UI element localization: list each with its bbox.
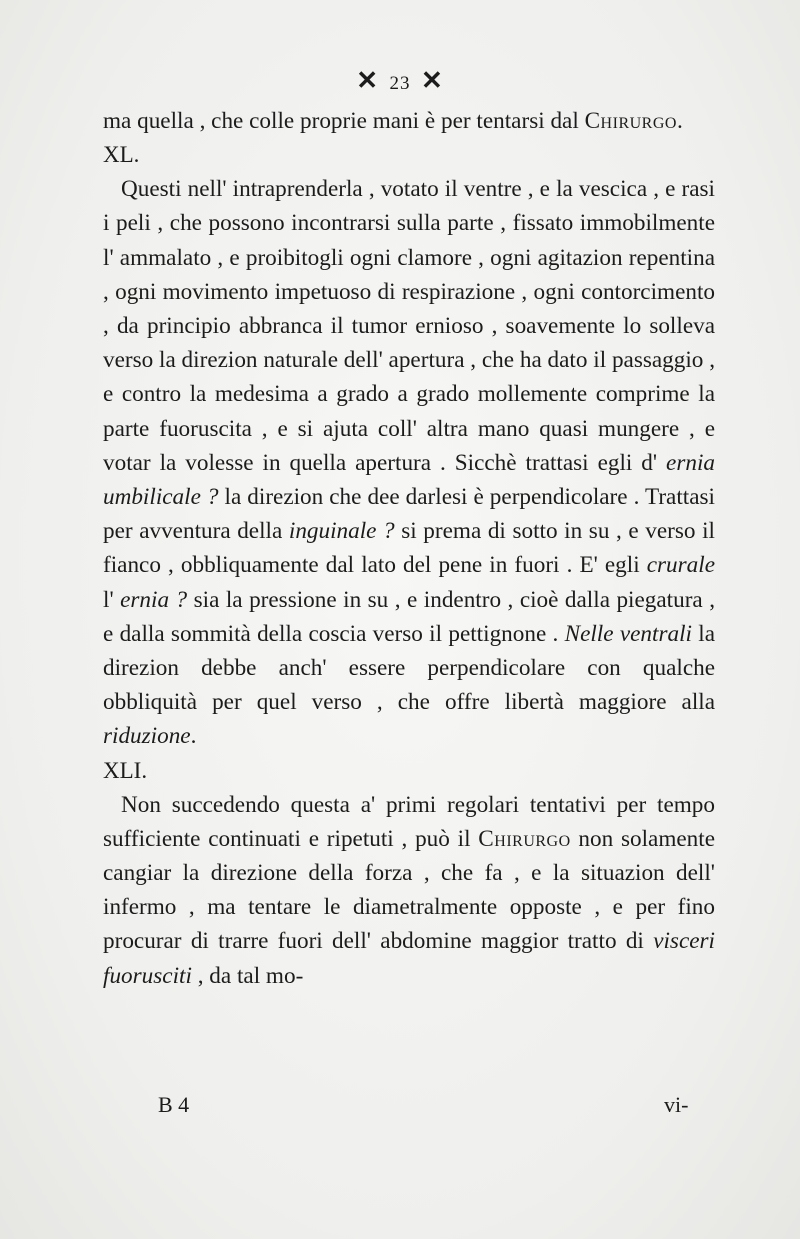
paragraph-xl: Questi nell' intraprenderla , votato il ventre , e la vescica , e rasi i peli , che possono incontrarsi sulla parte , fissato immobilmente l' ammalato , e proibitogli ogni clamore , ogni agitazion repentina , ogni movimento impetuoso di respirazione , ogni contorcimento , da principio abbranca il tumor ernioso , soavemente lo solleva verso la direzion naturale dell' apertura , che ha dato il passaggio , e contro la medesima a grado a grado mollemente comprime la parte fuoruscita , e si ajuta coll' altra mano quasi mungere , e votar la volesse in quella apertura . Sicchè trattasi egli d' ernia umbilicale ? la direzion che dee darlesi è perpendicolare . Trattasi per avventura della inguinale ? si prema di sotto in su , e verso il fianco , obbliquamente dal lato del pene in fuori . E' egli crurale l' ernia ? sia la pressione in su , e indentro , cioè dalla piegatura , e dalla sommità della coscia verso il pettignone . Nelle ventrali la direzion debbe anch' essere perpendicolare con qualche obbliquità per quel verso , che offre libertà maggiore alla riduzione. <box>103 176 716 750</box>
page-footer <box>0 1092 800 1132</box>
running-header <box>0 66 800 96</box>
signature-mark: B 4 <box>158 1092 190 1117</box>
section-heading-xl: XL. <box>103 142 140 168</box>
ornament-left-icon: ✕ <box>356 66 379 95</box>
section-heading-xli: XLI. <box>103 757 148 783</box>
page-number: 23 <box>389 73 411 94</box>
body-text <box>103 104 715 993</box>
paragraph-xli: Non succedendo questa a' primi regolari tentativi per tempo sufficiente continuati e ripetuti , può il Chirurgo non solamente cangiar la direzione della forza , che fa , e la situazion dell' infermo , ma tentare le diametralmente opposte , e per fino procurar di trarre fuori dell' abdomine maggior tratto di visceri fuorusciti , da tal mo- <box>103 791 715 989</box>
ornament-right-icon: ✕ <box>421 66 444 95</box>
catchword: vi- <box>664 1092 689 1117</box>
paragraph-continuation: ma quella , che colle proprie mani è per tentarsi dal Chirurgo. <box>103 108 683 134</box>
